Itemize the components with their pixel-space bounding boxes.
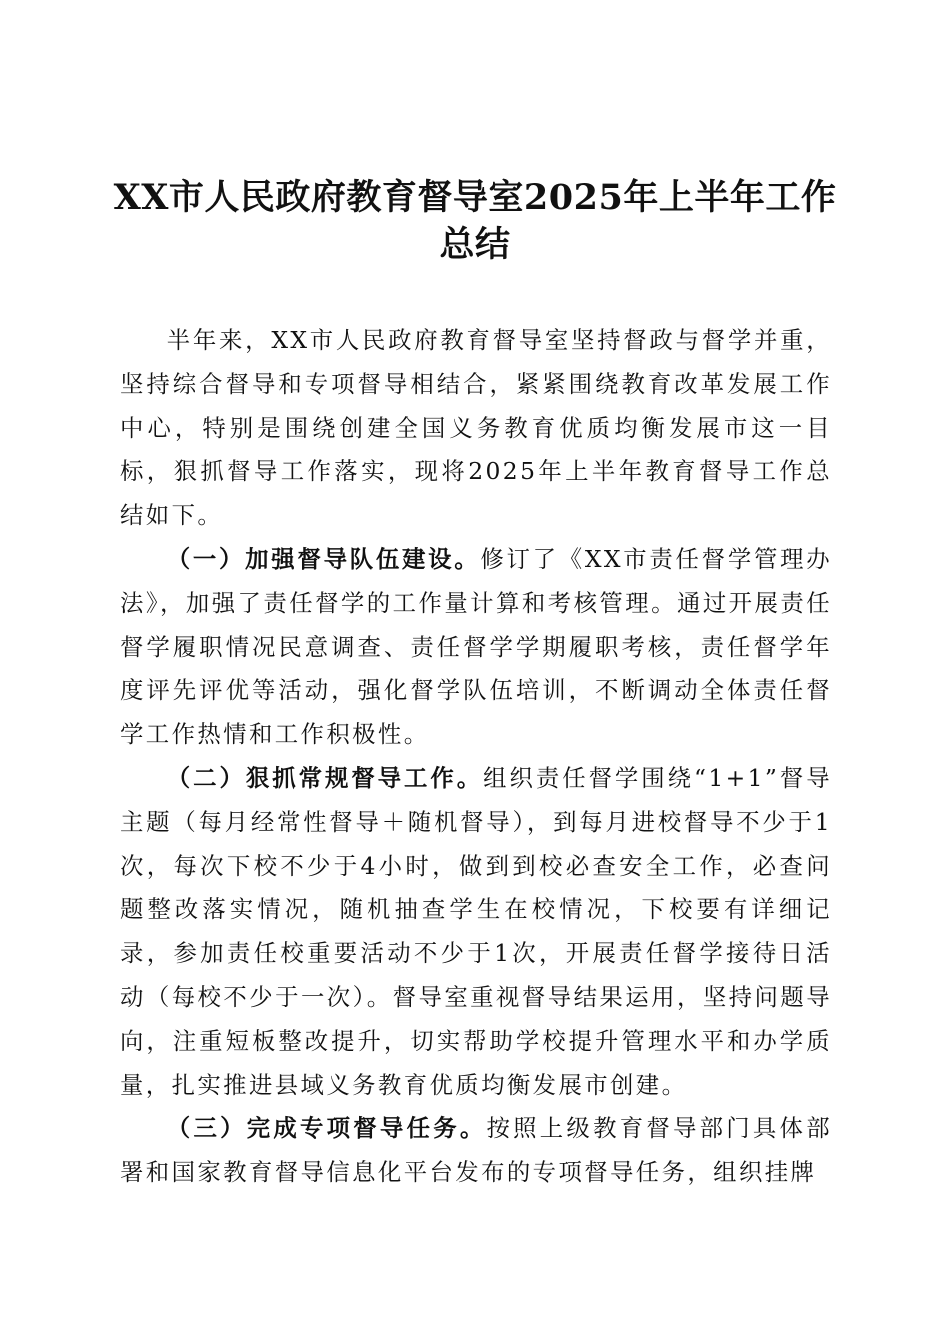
section-heading: （二）狠抓常规督导工作。 [166,763,484,792]
paragraph-section-2 [120,757,832,1107]
paragraph-text: 修订了《XX市责任督学管理办法》，加强了责任督学的工作量计算和考核管理。通过开展责任督学履职情况民意调查、责任督学学期履职考核，责任督学年度评先评优等活动，强化督学队伍培训，不断调动全体责任督学工作热情和工作积极性。 [120,544,832,749]
title-line-1: XX市人民政府教育督导室2025年上半年工作 [113,177,837,218]
paragraph-intro [120,319,832,538]
section-heading: （一）加强督导队伍建设。 [166,544,481,573]
paragraph-text: 组织责任督学围绕“1+1”督导主题（每月经常性督导＋随机督导），到每月进校督导不少于1次，每次下校不少于4小时，做到到校必查安全工作，必查问题整改落实情况，随机抽查学生在校情况，下校要有详细记录，参加责任校重要活动不少于1次，开展责任督学接待日活动（每校不少于一次）。督导室重视督导结果运用，坚持问题导向，注重短板整改提升，切实帮助学校提升管理水平和办学质量，扎实推进县域义务教育优质均衡发展市创建。 [120,763,832,1099]
paragraph-section-3 [120,1107,832,1195]
paragraph-section-1 [120,538,832,757]
document-body [120,319,832,1195]
paragraph-text: 按照上级教育督导部门具体部署和国家教育督导信息化平台发布的专项督导任务，组织挂牌 [120,1114,832,1187]
paragraph-text: 半年来，XX市人民政府教育督导室坚持督政与督学并重，坚持综合督导和专项督导相结合，紧紧围绕教育改革发展工作中心，特别是围绕创建全国义务教育优质均衡发展市这一目标，狠抓督导工作落实，现将2025年上半年教育督导工作总结如下。 [120,326,832,530]
title-line-2: 总结 [439,224,511,265]
section-heading: （三）完成专项督导任务。 [166,1114,487,1143]
document-title [100,174,850,268]
